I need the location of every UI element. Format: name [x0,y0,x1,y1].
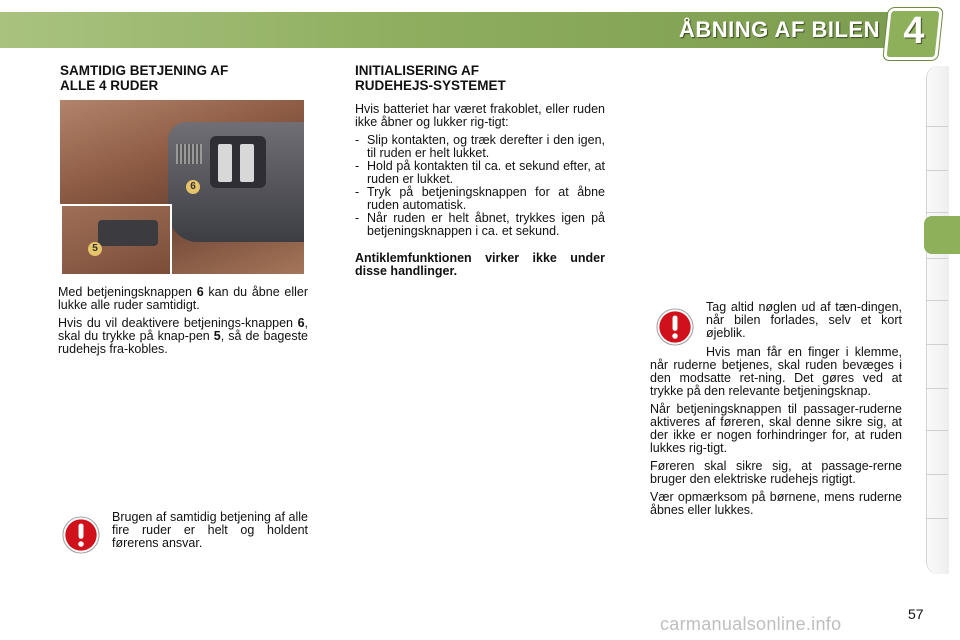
page-title: ÅBNING AF BILEN [678,17,880,42]
chapter-tab-divider [926,300,948,301]
chapter-tab-strip [926,66,949,574]
list-item: - Slip kontakten, og træk derefter i den igen, til ruden er helt lukket. [355,133,605,160]
anti-pinch-note: Antiklemfunktionen virker ikke under disse handlinger. [355,251,605,278]
chapter-tab-divider [926,170,948,171]
section-heading-initialisation: INITIALISERING AF RUDEHEJS-SYSTEMET [355,63,506,93]
chapter-number: 4 [903,10,925,52]
watermark: carmanualsonline.info [660,614,842,634]
chapter-tab-divider [926,474,948,475]
right-warning-lead: Tag altid nøglen ud af tæn-dingen, når bilen forlades, selv et kort øjeblik. [706,300,902,340]
initialisation-steps [355,134,605,238]
right-warning-text: Hvis man får en finger i klemme, når ruderne betjenes, skal ruden bevæges i den modsatte ret-ning. Det gøres ved at trykke på den relevante betjeningsknap. Når betjeningsknappen til passager-ruderne aktiveres af føreren, skal denne sikre sig, at der ikke er nogen forhindringer for, at ruden lukkes rig-tigt. Føreren skal sikre sig, at passage-rerne bruger den elektriske rudehejs rigtigt. Vær opmærksom på børnene, mens ruderne åbnes eller lukkes. [650,345,902,517]
left-warning-text: Brugen af samtidig betjening af alle fire ruder er helt og holdent førerens ansvar. [112,510,308,550]
page-number: 57 [908,606,924,622]
left-body-text: Med betjeningsknappen 6 kan du åbne eller lukke alle ruder samtidigt. Hvis du vil deaktivere betjenings-knappen 6, skal du trykke på knap-pen 5, så de bageste rudehejs fra-kobles. [58,285,308,356]
photo-callout-5: 5 [88,242,102,256]
chapter-tab-divider [926,258,948,259]
photo-callout-6: 6 [186,180,200,194]
list-item: - Hold på kontakten til ca. et sekund efter, at ruden er lukket. [355,159,605,186]
window-switch-photo [60,100,304,274]
chapter-tab-divider [926,430,948,431]
photo-inset [60,204,172,274]
chapter-tab-active[interactable] [924,216,960,254]
chapter-tab-divider [926,344,948,345]
warning-icon [656,308,694,346]
middle-body-text: Hvis batteriet har været frakoblet, eller ruden ikke åbner og lukker rig-tigt: - Slip kontakten, og træk derefter i den igen, til ruden er helt lukket. - Hold på kontakten til ca. et sekund efter, at ruden er lukket. - Tryk på betjeningsknappen for at åbne ruden automatisk. - Når ruden er helt åbnet, trykkes igen på betjeningsknappen i ca. et sekund. Antiklemfunktionen virker ikke under disse handlinger. [355,102,605,278]
list-item: - Tryk på betjeningsknappen for at åbne ruden automatisk. [355,185,605,212]
chapter-tab-divider [926,518,948,519]
list-item: - Når ruden er helt åbnet, trykkes igen på betjeningsknappen i ca. et sekund. [355,211,605,238]
warning-icon [62,516,100,554]
chapter-tab-divider [926,212,948,213]
chapter-tab-divider [926,388,948,389]
chapter-tab-divider [926,126,948,127]
section-heading-simultaneous: SAMTIDIG BETJENING AF ALLE 4 RUDER [60,63,229,93]
